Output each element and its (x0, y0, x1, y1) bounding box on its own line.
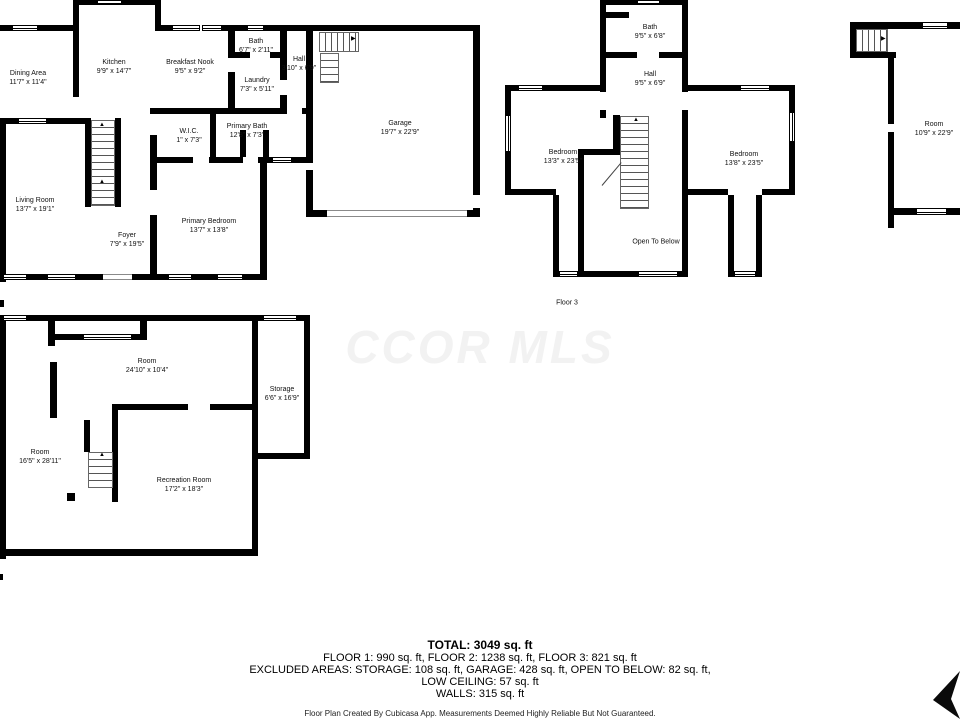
wall (682, 118, 688, 277)
staircase (620, 116, 649, 209)
wall (688, 189, 728, 195)
room-dims: 3'10" x 6'9" (281, 65, 317, 72)
room-label-bath (239, 37, 273, 55)
summary-total: TOTAL: 3049 sq. ft (427, 638, 533, 652)
room-dims: 9'5" x 6'8" (634, 33, 666, 40)
wall (84, 420, 90, 452)
wall (297, 315, 310, 321)
window (916, 208, 947, 215)
wall (505, 85, 518, 91)
room-label-bath-f3 (635, 23, 666, 41)
wall (260, 163, 267, 280)
window (83, 334, 132, 340)
room-name: Breakfast Nook (166, 59, 214, 66)
stair-arrow-icon: ▲ (99, 179, 105, 185)
room-name: Dining Area (9, 70, 47, 77)
wall (306, 31, 313, 157)
window (272, 157, 292, 163)
room-dims: 13'7" x 13'8" (189, 227, 229, 234)
wall (578, 149, 584, 277)
room-name: Room (30, 449, 50, 456)
room-label-kitchen (97, 58, 132, 76)
wall (606, 12, 629, 18)
window (168, 274, 192, 280)
wall (27, 274, 47, 280)
window (263, 315, 297, 321)
room-label-bedroom-right (725, 150, 763, 168)
wall (789, 142, 795, 195)
wall (584, 271, 638, 277)
area-summary (0, 638, 960, 700)
room-name: Storage (269, 386, 295, 393)
wall (210, 114, 216, 157)
window (217, 274, 243, 280)
room-label-room-upper (915, 120, 953, 138)
wall (228, 31, 235, 57)
room-label-laundry (240, 76, 274, 94)
wall (258, 453, 310, 459)
wall (161, 25, 172, 31)
room-dims: 13'8" x 23'5" (724, 160, 764, 167)
room-dims: 13'3" x 23'5" (543, 158, 583, 165)
window (97, 0, 122, 5)
room-name: Room (924, 121, 944, 128)
room-dims: 9'5" x 6'9" (634, 80, 666, 87)
room-label-bedroom-left (544, 148, 582, 166)
room-label-primary-bedroom (182, 217, 236, 235)
room-dims: 16'5" x 28'11" (19, 458, 61, 465)
wall (682, 58, 688, 92)
window (12, 25, 38, 31)
room-label-foyer (110, 231, 145, 249)
wall (79, 0, 97, 5)
wall (150, 135, 157, 157)
room-label-recreation (157, 476, 211, 494)
wall (55, 334, 83, 340)
wall (850, 52, 896, 58)
window (505, 115, 511, 152)
room-name: W.I.C. (179, 128, 199, 135)
wall (0, 118, 18, 124)
room-name: Primary Bath (226, 123, 268, 130)
room-label-primary-bath (227, 122, 267, 140)
room-dims: 7'9" x 19'5" (109, 241, 145, 248)
room-label-room-top (126, 357, 168, 375)
wall (888, 132, 894, 228)
wall (682, 0, 688, 58)
wall (850, 22, 922, 29)
wall (0, 315, 6, 559)
wall (47, 118, 88, 124)
wall (600, 110, 606, 118)
window (18, 118, 47, 124)
room-label-garage (381, 119, 419, 137)
open-to-below-label: Open To Below (632, 238, 680, 246)
room-label-dining (9, 69, 46, 87)
wall (948, 22, 960, 29)
room-name: Bedroom (729, 151, 759, 158)
room-name: Kitchen (102, 59, 126, 66)
door-opening (327, 210, 467, 217)
wall (48, 320, 55, 346)
room-name: Hall (643, 71, 657, 78)
stair-arrow-icon: ▲ (99, 122, 105, 128)
window (559, 271, 578, 277)
wall (688, 85, 740, 91)
north-arrow-icon (926, 664, 960, 720)
window (734, 271, 756, 277)
room-dims: 17'2" x 18'3" (164, 486, 204, 493)
summary-excluded: EXCLUDED AREAS: STORAGE: 108 sq. ft, GARAGE: 428 sq. ft, OPEN TO BELOW: 82 sq. ft, (249, 664, 711, 676)
wall (112, 404, 188, 410)
wall (306, 170, 313, 217)
wall (682, 110, 688, 118)
room-name: Bath (642, 24, 658, 31)
wall (0, 25, 12, 31)
wall (280, 95, 287, 108)
staircase (319, 32, 359, 52)
cut-fragment (0, 574, 3, 580)
wall (728, 195, 734, 277)
wall (150, 215, 157, 280)
summary-walls: WALLS: 315 sq. ft (435, 688, 525, 700)
wall (76, 274, 103, 280)
room-dims: 9'5" x 9'2" (174, 68, 206, 75)
summary-low-ceiling: LOW CEILING: 57 sq. ft (421, 676, 539, 688)
room-dims: 1" x 7'3" (176, 137, 202, 144)
door-swing-line (602, 162, 622, 186)
room-dims: 24'10" x 10'4" (125, 367, 169, 374)
wall (888, 58, 894, 124)
window (789, 112, 795, 142)
wall (770, 85, 795, 91)
room-label-room-left (19, 448, 61, 466)
wall (222, 25, 247, 31)
room-name: Laundry (244, 77, 270, 84)
wall (115, 118, 121, 207)
wall (947, 208, 960, 215)
window (637, 0, 660, 5)
wall (252, 321, 258, 549)
wall (150, 108, 287, 114)
room-name: Recreation Room (156, 477, 212, 484)
door-opening (103, 274, 132, 280)
wall (600, 0, 606, 58)
wall (73, 0, 79, 31)
wall (600, 58, 606, 92)
stair-arrow-icon: ▲ (99, 452, 105, 458)
room-label-hall (282, 55, 317, 73)
room-label-living-room (16, 196, 55, 214)
wall (660, 0, 688, 5)
room-dims: 6'6" x 16'9" (264, 395, 300, 402)
window (922, 22, 948, 29)
room-name: Hall (292, 56, 306, 63)
room-dims: 19'7" x 22'9" (380, 129, 420, 136)
room-dims: 7'3" x 5'11" (240, 86, 274, 93)
window (740, 85, 770, 91)
stair-arrow-icon: ▶ (351, 36, 356, 42)
window (3, 274, 27, 280)
window (638, 271, 678, 277)
summary-floors: FLOOR 1: 990 sq. ft, FLOOR 2: 1238 sq. ft, FLOOR 3: 821 sq. ft (323, 652, 637, 664)
wall (302, 108, 313, 114)
room-label-wic (176, 127, 201, 145)
wall (292, 157, 313, 163)
wall (209, 157, 243, 163)
wall (192, 274, 217, 280)
wall (600, 0, 637, 5)
wall (553, 195, 559, 277)
room-dims: 11'7" x 11'4" (9, 79, 47, 86)
wall (467, 210, 480, 217)
staircase (320, 53, 339, 83)
wall (150, 163, 157, 190)
room-label-storage (265, 385, 300, 403)
wall (264, 25, 480, 31)
room-dims: 6'7" x 2'11" (239, 47, 273, 54)
room-dims: 12'8" x 7'3" (229, 132, 265, 139)
wall (67, 493, 75, 501)
wall (210, 404, 252, 410)
wall (50, 362, 57, 418)
stair-arrow-icon: ▶ (881, 36, 886, 42)
wall (304, 315, 310, 459)
room-dims: 10'9" x 22'9" (914, 130, 954, 137)
window (3, 315, 27, 321)
wall (543, 85, 600, 91)
wall (27, 315, 263, 321)
window (47, 274, 76, 280)
room-name: Primary Bedroom (181, 218, 237, 225)
wall (228, 72, 235, 108)
disclaimer: Floor Plan Created By Cubicasa App. Measurements Deemed Highly Reliable But Not Guaranteed. (304, 709, 656, 718)
wall (505, 152, 511, 195)
wall (73, 31, 79, 97)
room-name: Room (137, 358, 157, 365)
room-label-hall-f3 (635, 70, 666, 88)
wall (584, 149, 620, 155)
room-dims: 9'9" x 14'7" (96, 68, 132, 75)
wall (473, 25, 480, 195)
wall (0, 118, 6, 282)
stair-arrow-icon: ▲ (633, 117, 639, 123)
floor-3-caption: Floor 3 (556, 299, 578, 307)
staircase (91, 120, 115, 206)
window (202, 25, 222, 31)
room-name: Living Room (15, 197, 55, 204)
room-name: Bath (248, 38, 264, 45)
window (172, 25, 200, 31)
cut-fragment (0, 300, 4, 307)
window (518, 85, 543, 91)
wall (505, 189, 556, 195)
room-name: Bedroom (548, 149, 578, 156)
wall (122, 0, 161, 5)
window (247, 25, 264, 31)
wall (38, 25, 73, 31)
watermark: CCOR MLS (345, 321, 615, 373)
room-name: Foyer (118, 232, 136, 239)
room-label-breakfast-nook (166, 58, 214, 76)
room-name: Garage (388, 120, 412, 127)
room-dims: 13'7" x 19'1" (15, 206, 55, 213)
wall (132, 334, 147, 340)
wall (756, 195, 762, 277)
wall (0, 549, 258, 556)
